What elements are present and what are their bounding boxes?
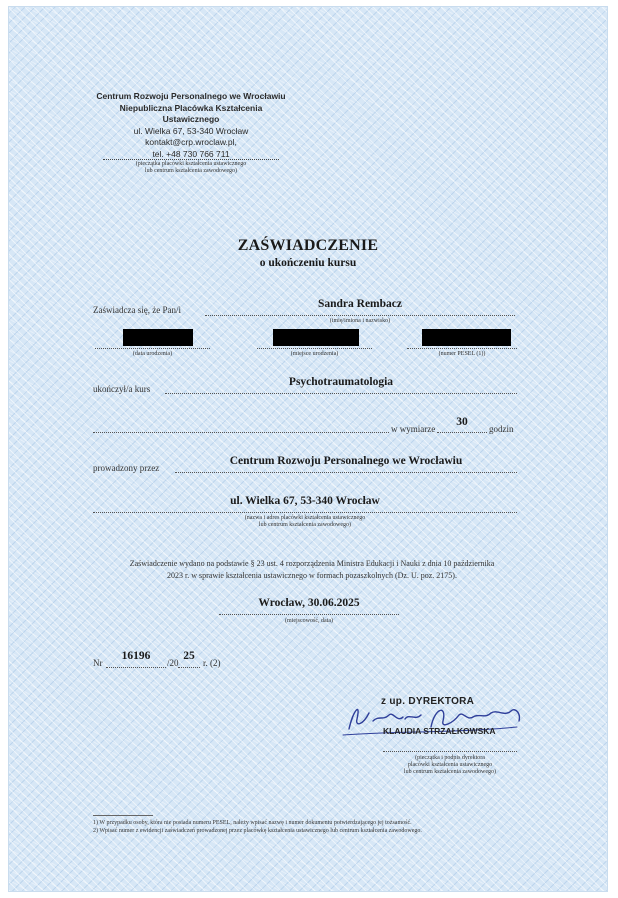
signatory-name: KLAUDIA STRZAŁKOWSKA — [383, 726, 496, 736]
pesel-dotted-line — [407, 348, 517, 349]
provider-label: prowadzony przez — [93, 463, 160, 473]
stamp-caption — [93, 161, 289, 175]
legal-basis-line-1: Zaświadczenie wydano na podstawie § 23 ust. 4 rozporządzenia Ministra Edukacji i Nauki z dnia 10 października — [129, 559, 495, 568]
pesel-caption: (numer PESEL (1)) — [438, 351, 486, 357]
course-label: ukończył/a kurs — [93, 384, 151, 394]
place-date: Wrocław, 30.06.2025 — [258, 597, 360, 609]
course-name: Psychotraumatologia — [288, 376, 394, 388]
birth-date-dotted-line — [95, 348, 210, 349]
stamp-line-5: tel. +48 730 766 711 — [152, 148, 230, 159]
course-dotted-line — [165, 393, 517, 394]
number-dotted-line — [106, 667, 166, 668]
person-label: Zaświadcza się, że Pan/i — [93, 305, 181, 315]
provider-caption-line-2: lub centrum kształcenia zawodowego) — [258, 522, 352, 528]
number-separator: /20 — [167, 658, 179, 668]
certificate-number: 16196 — [121, 650, 151, 662]
provider-dotted-line — [175, 472, 517, 473]
number-suffix: r. (2) — [203, 658, 221, 668]
signature-caption-line-3: lub centrum kształcenia zawodowego) — [403, 769, 497, 775]
certificate-year: 25 — [183, 650, 195, 662]
course-continuation-dotted-line — [93, 432, 389, 433]
hours-label: w wymiarze — [391, 424, 436, 434]
signature-caption — [383, 755, 517, 776]
person-caption: (imię/imiona i nazwisko) — [329, 318, 391, 324]
document-title: ZAŚWIADCZENIE — [237, 237, 379, 254]
birth-date-caption: (data urodzenia) — [132, 351, 173, 357]
hours-unit: godzin — [489, 424, 514, 434]
stamp-line-2: Niepubliczna Placówka Kształcenia Ustawicznego — [119, 102, 263, 124]
stamp-line-3: ul. Wielka 67, 53-340 Wrocław — [133, 125, 249, 136]
year-dotted-line — [178, 667, 200, 668]
footnote-2: 2) Wpisać numer z ewidencji zaświadczeń prowadzonej przez placówkę kształcenia ustawicznego lub centrum kształcenia zawodowego. — [93, 828, 422, 834]
place-date-caption: (miejscowość, data) — [285, 618, 333, 624]
person-name: Sandra Rembacz — [317, 298, 402, 310]
document-subtitle: o ukończeniu kursu — [259, 257, 357, 269]
signature-dotted-line — [383, 751, 517, 752]
redacted-birth-place — [273, 329, 359, 346]
place-date-dotted-line — [219, 614, 399, 615]
certificate-page — [8, 6, 608, 892]
stamp-dotted-line — [103, 159, 279, 160]
provider-name: Centrum Rozwoju Personalnego we Wrocławiu — [229, 455, 463, 467]
provider-caption — [93, 515, 517, 529]
hours-value: 30 — [456, 416, 468, 428]
hours-dotted-line — [437, 432, 487, 433]
stamp-caption-line-2: lub centrum kształcenia zawodowego) — [144, 168, 238, 174]
provider-address-dotted-line — [93, 512, 517, 513]
provider-caption-line-1: (nazwa i adres placówki kształcenia ustawicznego — [244, 515, 366, 521]
person-dotted-line — [205, 315, 515, 316]
institution-stamp — [91, 91, 291, 160]
signature-caption-line-1: (pieczątka i podpis dyrektora — [415, 755, 485, 761]
redacted-pesel — [422, 329, 511, 346]
stamp-line-4: kontakt@crp.wroclaw.pl, — [145, 137, 237, 147]
footnote-1: 1) W przypadku osoby, która nie posiada numeru PESEL, należy wpisać nazwę i numer dokumentu potwierdzającego jej tożsamość. — [93, 820, 412, 826]
signature-title: z up. DYREKTORA — [381, 696, 475, 707]
redacted-birth-date — [123, 329, 193, 346]
stamp-caption-line-1: (pieczątka placówki kształcenia ustawicznego — [135, 161, 247, 167]
provider-address: ul. Wielka 67, 53-340 Wrocław — [230, 495, 380, 507]
birth-place-caption: (miejsce urodzenia) — [290, 351, 339, 357]
stamp-line-1: Centrum Rozwoju Personalnego we Wrocławiu — [96, 91, 286, 101]
legal-basis-line-2: 2023 r. w sprawie kształcenia ustawicznego w formach pozaszkolnych (Dz. U. poz. 2175). — [167, 571, 457, 580]
signature-caption-line-2: placówki kształcenia ustawicznego — [407, 762, 493, 768]
birth-place-dotted-line — [257, 348, 372, 349]
footnote-separator — [93, 815, 153, 816]
number-prefix: Nr — [93, 658, 103, 668]
legal-basis — [97, 558, 527, 582]
